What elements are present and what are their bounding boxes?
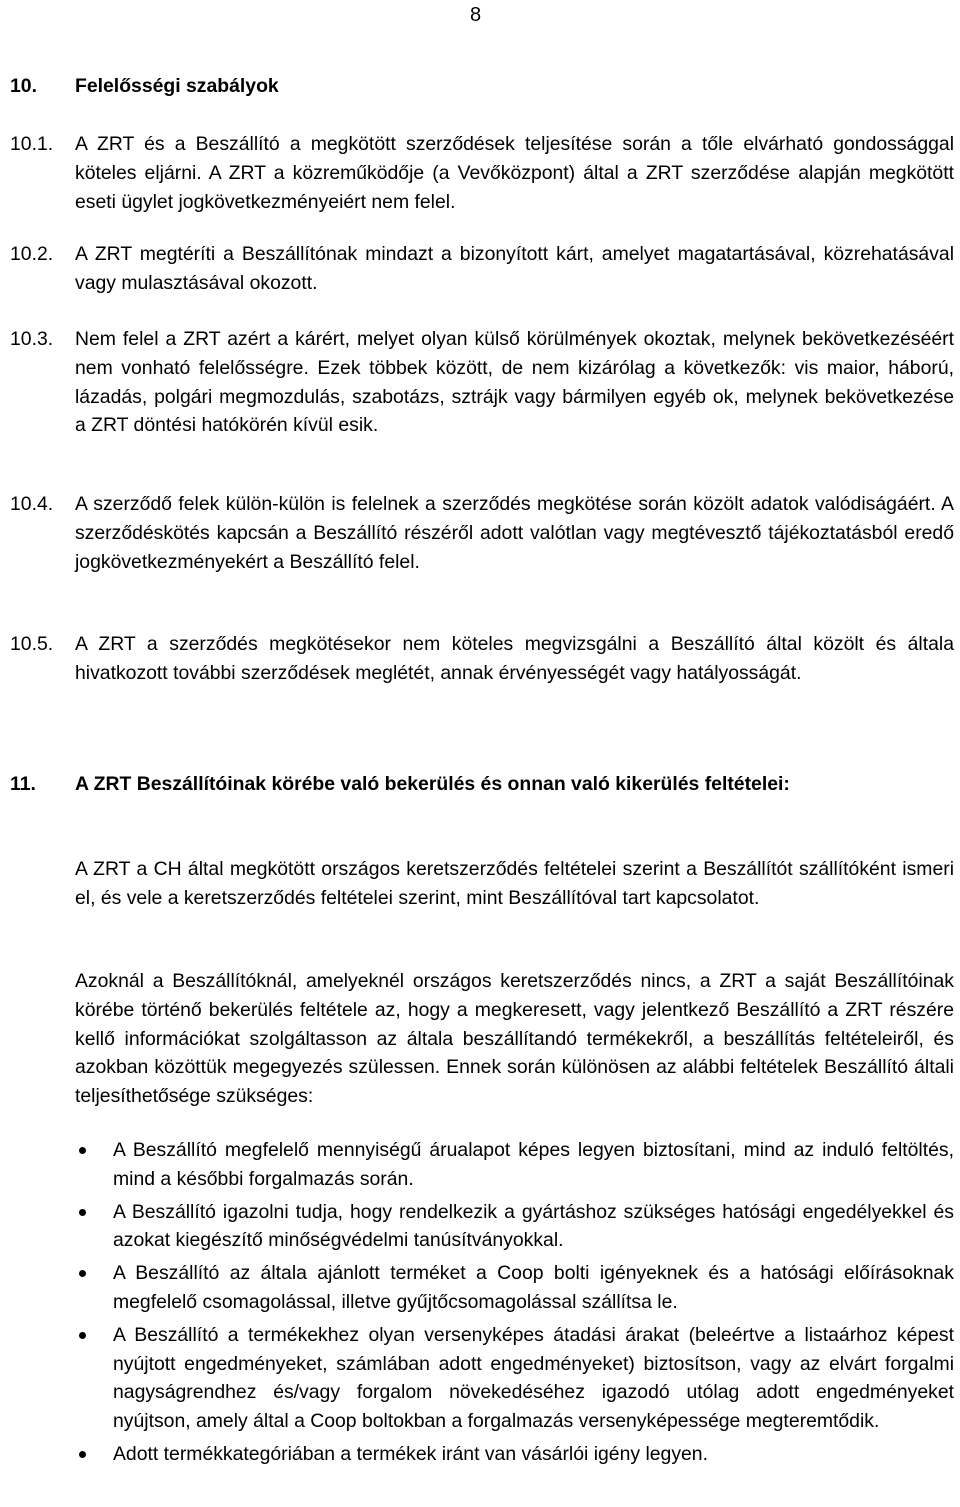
section-11-heading: [10, 770, 954, 799]
list-item: [75, 1198, 954, 1256]
list-item-text: A Beszállító igazolni tudja, hogy rendelkezik a gyártáshoz szükséges hatósági engedélyekkel és azokat kiegészítő minőségvédelmi tanúsítványokkal.: [113, 1200, 954, 1252]
section-11-number: 11.: [10, 773, 36, 795]
list-item-text: A Beszállító a termékekhez olyan versenyképes átadási árakat (beleértve a listaárhoz képest nyújtott engedményeket, számlában adott engedményeket) biztosítson, vagy az elvárt forgalmi nagyságrendhez és/vagy forgalom növekedéséhez igazodó utólag adott engedményeket nyújtson, amely által a Coop boltokban a forgalmazás versenyképessége megteremtődik.: [113, 1323, 954, 1433]
clause-10-4: [10, 490, 954, 576]
bullet-icon: [79, 1147, 86, 1154]
section-10-heading: [10, 72, 954, 101]
list-item: [75, 1259, 954, 1317]
section-11-title: A ZRT Beszállítóinak körébe való bekerülés és onnan való kikerülés feltételei:: [75, 773, 790, 795]
section-11-paragraph-2: Azoknál a Beszállítóknál, amelyeknél országos keretszerződés nincs, a ZRT a saját Beszállítóinak körébe történő bekerülés feltétele az, hogy a megkeresett, vagy jelentkező Beszállító a ZRT részére kellő információkat szolgáltasson az általa beszállítandó termékekről, a beszállítás feltételeiről, és azokban közöttük megegyezés szülessen. Ennek során különösen az alábbi feltételek Beszállító általi teljesíthetősége szükséges:: [75, 970, 954, 1108]
list-item-text: Adott termékkategóriában a termékek iránt van vásárlói igény legyen.: [113, 1442, 708, 1465]
clause-text: A ZRT a szerződés megkötésekor nem köteles megvizsgálni a Beszállító által közölt és általa hivatkozott további szerződések meglétét, annak érvényességét vagy hatályosságát.: [75, 633, 954, 684]
requirements-list: [75, 1136, 954, 1473]
clause-number: 10.1.: [10, 133, 54, 155]
clause-text: Nem felel a ZRT azért a kárért, melyet olyan külső körülmények okoztak, melynek bekövetkezéséért nem vonható felelősségre. Ezek többek között, de nem kizárólag a következők: vis maior, háború, lázadás, polgári megmozdulás, szabotázs, sztrájk vagy bármilyen egyéb ok, melynek bekövetkezése a ZRT döntési hatókörén kívül esik.: [75, 328, 954, 437]
list-item-text: A Beszállító az általa ajánlott terméket a Coop bolti igényeknek és a hatósági előírásoknak megfelelő csomagolással, illetve gyűjtőcsomagolással szállítsa le.: [113, 1262, 954, 1313]
clause-number: 10.2.: [10, 243, 54, 265]
list-item: [75, 1321, 954, 1436]
section-10-number: 10.: [10, 75, 37, 97]
list-item: [75, 1136, 954, 1194]
bullet-icon: [79, 1332, 86, 1339]
bullet-icon: [79, 1209, 86, 1216]
section-10-title: Felelősségi szabályok: [75, 75, 279, 97]
clause-10-3: [10, 325, 954, 440]
list-item: [75, 1440, 954, 1469]
clause-10-1: [10, 130, 954, 216]
page-number: 8: [470, 4, 482, 26]
bullet-icon: [79, 1451, 86, 1458]
clause-text: A ZRT megtéríti a Beszállítónak mindazt a bizonyított kárt, amelyet magatartásával, közrehatásával vagy mulasztásával okozott.: [75, 243, 954, 294]
section-11-paragraph-1: A ZRT a CH által megkötött országos keretszerződés feltételei szerint a Beszállítót szállítóként ismeri el, és vele a keretszerződés feltételei szerint, mint Beszállítóval tart kapcsolatot.: [75, 858, 954, 909]
clause-text: A ZRT és a Beszállító a megkötött szerződések teljesítése során a tőle elvárható gondossággal köteles eljárni. A ZRT a közreműködője (a Vevőközpont) által a ZRT szerződése alapján megkötött eseti ügylet jogkövetkezményeiért nem felel.: [75, 133, 954, 213]
clause-number: 10.5.: [10, 633, 54, 655]
clause-text: A szerződő felek külön-külön is felelnek a szerződés megkötése során közölt adatok valódiságáért. A szerződéskötés kapcsán a Beszállító részéről adott valótlan vagy megtévesztő tájékoztatásból eredő jogkövetkezményekért a Beszállító felel.: [75, 493, 954, 573]
bullet-icon: [79, 1270, 86, 1277]
clause-10-2: [10, 240, 954, 298]
clause-10-5: [10, 630, 954, 688]
clause-number: 10.3.: [10, 328, 54, 350]
list-item-text: A Beszállító megfelelő mennyiségű árualapot képes legyen biztosítani, mind az induló feltöltés, mind a későbbi forgalmazás során.: [113, 1139, 954, 1190]
clause-number: 10.4.: [10, 493, 54, 515]
